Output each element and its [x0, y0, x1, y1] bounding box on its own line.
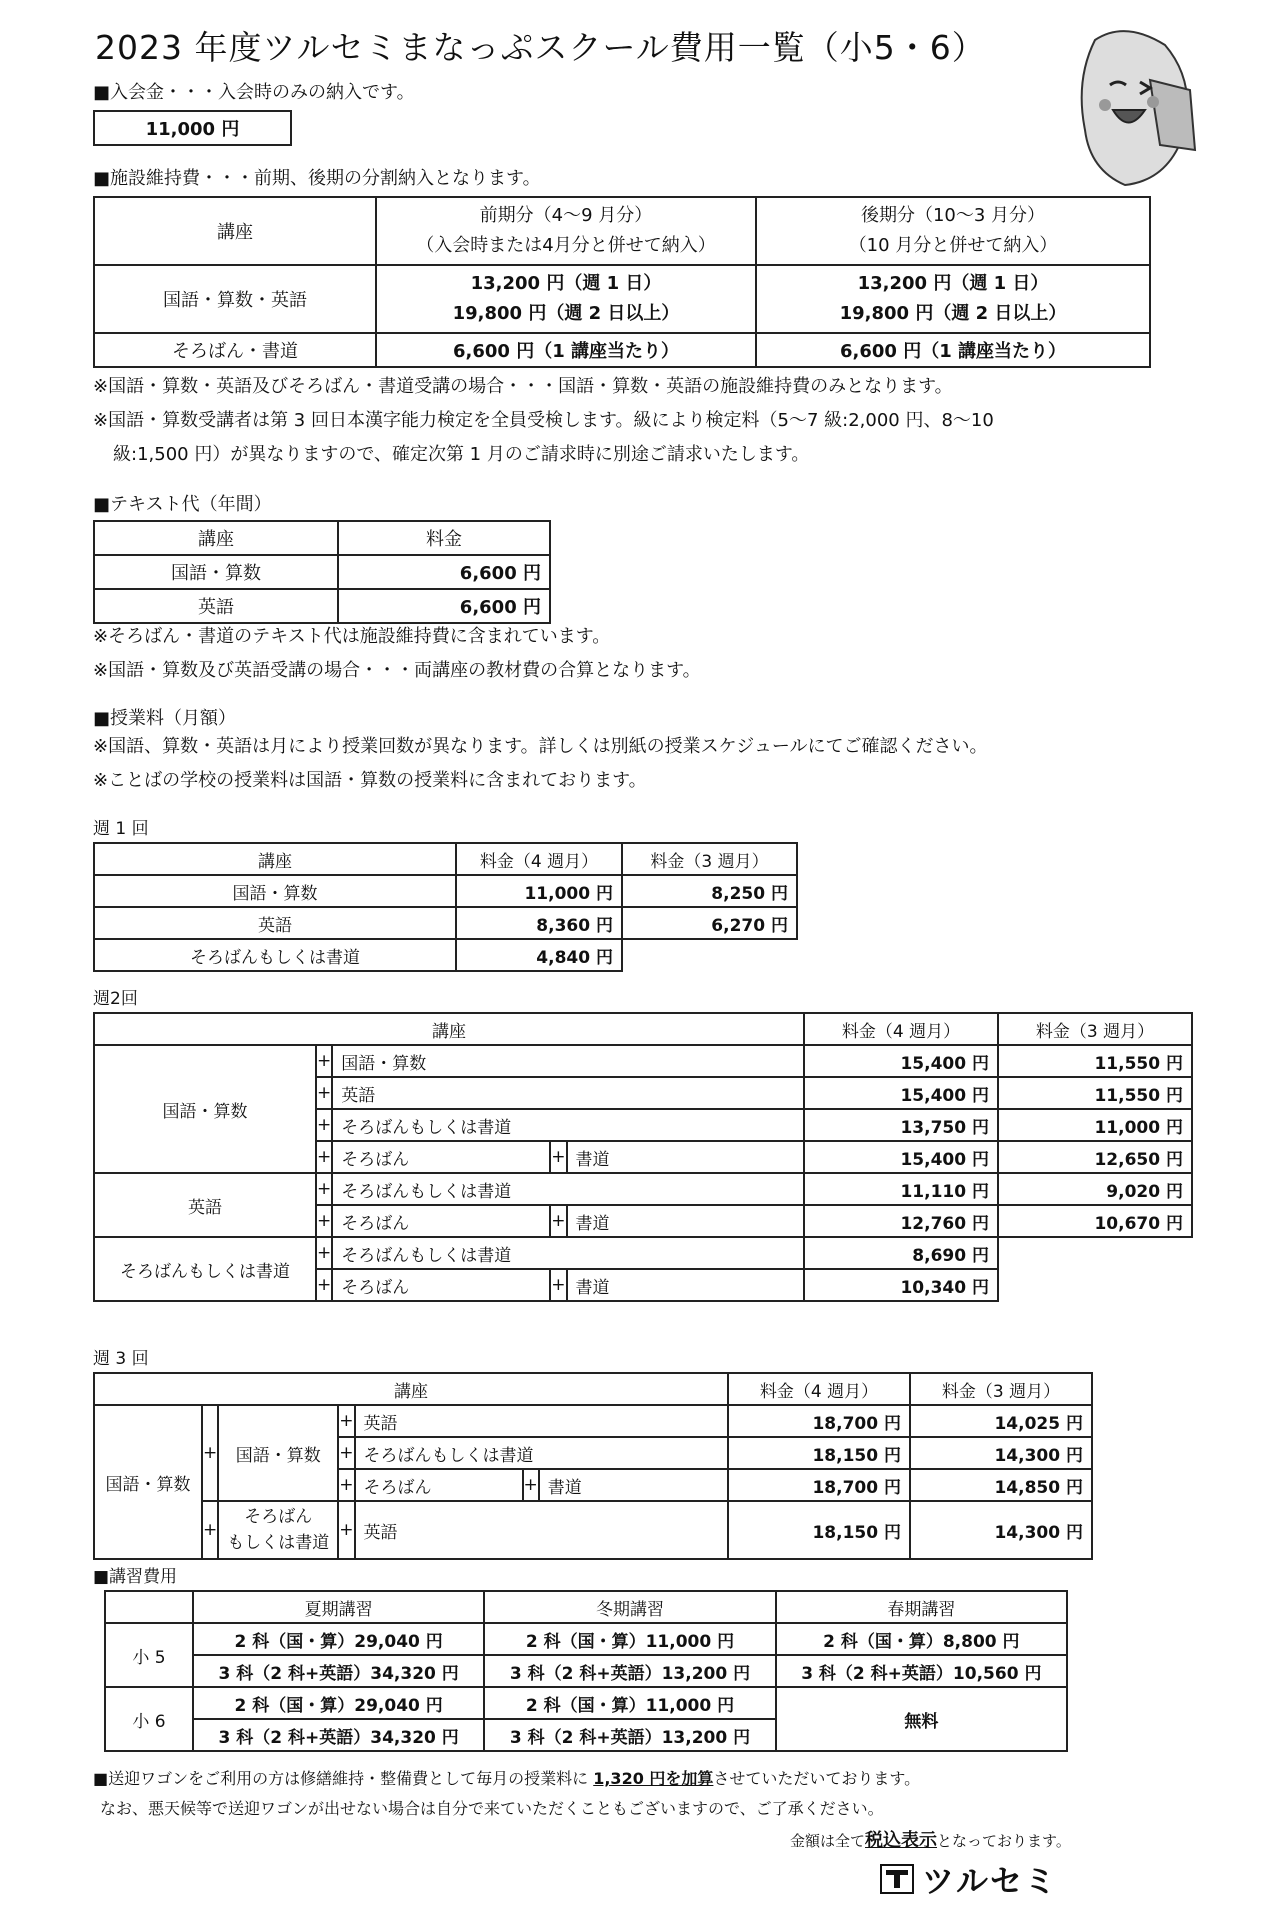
text-row-name: 国語・算数 — [94, 555, 338, 589]
seasonal-cell: 2 科（国・算）11,000 円 — [484, 1687, 775, 1719]
w2-f4: 12,760 円 — [804, 1205, 998, 1237]
w2-f4: 15,400 円 — [804, 1045, 998, 1077]
seasonal-grade5: 小 5 — [105, 1623, 193, 1687]
facility-row2-second: 6,600 円（1 講座当たり） — [756, 333, 1150, 367]
facility-h-second: 後期分（10～3 月分） （10 月分と併せて納入） — [756, 197, 1150, 265]
text-row-fee: 6,600 円 — [338, 555, 550, 589]
tuition-note2: ※ことばの学校の授業料は国語・算数の授業料に含まれております。 — [93, 770, 647, 791]
w3-f3: 14,300 円 — [910, 1437, 1092, 1469]
text-h-course: 講座 — [94, 521, 338, 555]
w2-f3: 9,020 円 — [998, 1173, 1192, 1205]
w1-row-f4: 4,840 円 — [456, 939, 622, 971]
facility-table — [93, 196, 1151, 368]
plus-sign: + — [316, 1173, 332, 1205]
mascot-illustration — [1055, 20, 1205, 190]
seasonal-h-summer: 夏期講習 — [193, 1591, 484, 1623]
plus-sign: + — [550, 1141, 566, 1173]
facility-note1: ※国語・算数・英語及びそろばん・書道受講の場合・・・国語・算数・英語の施設維持費のみとなります。 — [93, 376, 953, 397]
w2-f3: 11,550 円 — [998, 1077, 1192, 1109]
facility-row2-first: 6,600 円（1 講座当たり） — [376, 333, 756, 367]
w1-row-name: そろばんもしくは書道 — [94, 939, 456, 971]
seasonal-cell: 3 科（2 科+英語）13,200 円 — [484, 1655, 775, 1687]
w3-f3: 14,300 円 — [910, 1501, 1092, 1559]
w2-sub: そろばん — [332, 1205, 550, 1237]
w2-sub: そろばんもしくは書道 — [332, 1173, 804, 1205]
seasonal-cell: 3 科（2 科+英語）10,560 円 — [776, 1655, 1067, 1687]
plus-sign: + — [338, 1405, 354, 1437]
seasonal-cell: 2 科（国・算）29,040 円 — [193, 1623, 484, 1655]
entry-heading: ■入会金・・・入会時のみの納入です。 — [93, 82, 415, 103]
w2-h4: 料金（4 週月） — [804, 1013, 998, 1045]
w1-row-f4: 8,360 円 — [456, 907, 622, 939]
w3-sub-kokusan: 国語・算数 — [218, 1405, 338, 1501]
w2-sub: 書道 — [567, 1141, 805, 1173]
w2-group-eigo: 英語 — [94, 1173, 316, 1237]
w3-item: そろばん — [355, 1469, 523, 1501]
w2-sub: そろばんもしくは書道 — [332, 1237, 804, 1269]
w1-row-f3: 6,270 円 — [622, 907, 797, 939]
facility-note3: 級:1,500 円）が異なりますので、確定次第 1 月のご請求時に別途ご請求いたします。 — [113, 444, 810, 465]
text-h-fee: 料金 — [338, 521, 550, 555]
w2-group-soro-sho: そろばんもしくは書道 — [94, 1237, 316, 1301]
w1-h4: 料金（4 週月） — [456, 843, 622, 875]
plus-sign: + — [316, 1237, 332, 1269]
facility-row2-name: そろばん・書道 — [94, 333, 376, 367]
w2-h-course: 講座 — [94, 1013, 804, 1045]
w3-item: 英語 — [355, 1405, 729, 1437]
w2-f3: 11,550 円 — [998, 1045, 1192, 1077]
w2-h3: 料金（3 週月） — [998, 1013, 1192, 1045]
plus-sign: + — [523, 1469, 539, 1501]
w2-f4: 13,750 円 — [804, 1109, 998, 1141]
w1-empty-cell — [622, 939, 797, 971]
w2-group-kokusan: 国語・算数 — [94, 1045, 316, 1173]
text-table — [93, 520, 551, 624]
w2-sub: 書道 — [567, 1205, 805, 1237]
page-title: 2023 年度ツルセミまなっぷスクール費用一覧（小5・6） — [95, 28, 986, 67]
seasonal-grade6: 小 6 — [105, 1687, 193, 1751]
w3-f3: 14,850 円 — [910, 1469, 1092, 1501]
w2-f4: 15,400 円 — [804, 1077, 998, 1109]
w2-sub: そろばん — [332, 1141, 550, 1173]
text-row-name: 英語 — [94, 589, 338, 623]
facility-h-course: 講座 — [94, 197, 376, 265]
w2-sub: そろばんもしくは書道 — [332, 1109, 804, 1141]
plus-sign: + — [550, 1205, 566, 1237]
w2-table — [93, 1012, 1193, 1302]
seasonal-cell: 2 科（国・算）11,000 円 — [484, 1623, 775, 1655]
text-row-fee: 6,600 円 — [338, 589, 550, 623]
seasonal-h-winter: 冬期講習 — [484, 1591, 775, 1623]
w2-sub: 書道 — [567, 1269, 805, 1301]
w3-h3: 料金（3 週月） — [910, 1373, 1092, 1405]
w1-h3: 料金（3 週月） — [622, 843, 797, 875]
seasonal-cell: 2 科（国・算）29,040 円 — [193, 1687, 484, 1719]
w3-sub-soro-sho: そろばん もしくは書道 — [218, 1501, 338, 1559]
w3-f4: 18,150 円 — [728, 1437, 910, 1469]
w3-f3: 14,025 円 — [910, 1405, 1092, 1437]
w3-table — [93, 1372, 1093, 1560]
seasonal-cell: 3 科（2 科+英語）34,320 円 — [193, 1655, 484, 1687]
w3-group-kokusan: 国語・算数 — [94, 1405, 202, 1559]
w3-item: 書道 — [539, 1469, 728, 1501]
entry-fee-box: 11,000 円 — [93, 110, 292, 146]
text-note2: ※国語・算数及び英語受講の場合・・・両講座の教材費の合算となります。 — [93, 660, 701, 681]
w2-f4: 10,340 円 — [804, 1269, 998, 1301]
facility-row1-first: 13,200 円（週 1 日） 19,800 円（週 2 日以上） — [376, 265, 756, 333]
w1-table — [93, 842, 798, 972]
facility-h-first: 前期分（4～9 月分） （入会時または4月分と併せて納入） — [376, 197, 756, 265]
seasonal-corner-cell — [105, 1591, 193, 1623]
w2-f4: 8,690 円 — [804, 1237, 998, 1269]
w3-item: そろばんもしくは書道 — [355, 1437, 729, 1469]
seasonal-h-spring: 春期講習 — [776, 1591, 1067, 1623]
plus-sign: + — [316, 1109, 332, 1141]
w2-f4: 15,400 円 — [804, 1141, 998, 1173]
w3-h-course: 講座 — [94, 1373, 728, 1405]
plus-sign: + — [338, 1469, 354, 1501]
w1-row-f4: 11,000 円 — [456, 875, 622, 907]
text-heading: ■テキスト代（年間） — [93, 494, 272, 515]
tuition-note1: ※国語、算数・英語は月により授業回数が異なります。詳しくは別紙の授業スケジュールにてご確認ください。 — [93, 736, 988, 757]
seasonal-spring-free: 無料 — [776, 1687, 1067, 1751]
w1-row-name: 国語・算数 — [94, 875, 456, 907]
tax-note: 金額は全て税込表示となっております。 — [790, 1830, 1071, 1851]
facility-row1-name: 国語・算数・英語 — [94, 265, 376, 333]
w2-sub: 英語 — [332, 1077, 804, 1109]
w1-row-f3: 8,250 円 — [622, 875, 797, 907]
w2-label: 週2回 — [93, 989, 138, 1009]
plus-sign: + — [338, 1437, 354, 1469]
w3-label: 週 3 回 — [93, 1349, 149, 1369]
plus-sign: + — [316, 1077, 332, 1109]
plus-sign: + — [202, 1501, 218, 1559]
logo-mark-icon — [880, 1864, 914, 1894]
seasonal-cell: 2 科（国・算）8,800 円 — [776, 1623, 1067, 1655]
facility-row1-second: 13,200 円（週 1 日） 19,800 円（週 2 日以上） — [756, 265, 1150, 333]
w2-f4: 11,110 円 — [804, 1173, 998, 1205]
plus-sign: + — [316, 1205, 332, 1237]
w2-sub: 国語・算数 — [332, 1045, 804, 1077]
tuition-heading: ■授業料（月額） — [93, 708, 237, 729]
w2-sub: そろばん — [332, 1269, 550, 1301]
wagon-note1: ■送迎ワゴンをご利用の方は修繕維持・整備費として毎月の授業料に 1,320 円を加算させていただいております。 — [93, 1769, 921, 1788]
plus-sign: + — [316, 1141, 332, 1173]
w3-f4: 18,700 円 — [728, 1469, 910, 1501]
plus-sign: + — [202, 1405, 218, 1501]
w2-f3: 12,650 円 — [998, 1141, 1192, 1173]
w1-label: 週 1 回 — [93, 819, 149, 839]
plus-sign: + — [550, 1269, 566, 1301]
w3-f4: 18,150 円 — [728, 1501, 910, 1559]
plus-sign: + — [316, 1269, 332, 1301]
text-note1: ※そろばん・書道のテキスト代は施設維持費に含まれています。 — [93, 626, 611, 647]
w2-empty-cell — [998, 1237, 1192, 1301]
w3-item: 英語 — [355, 1501, 729, 1559]
w2-f3: 11,000 円 — [998, 1109, 1192, 1141]
company-logo — [880, 1861, 1090, 1900]
logo-text: ツルセミ — [922, 1861, 1059, 1900]
w2-f3: 10,670 円 — [998, 1205, 1192, 1237]
w1-h-course: 講座 — [94, 843, 456, 875]
plus-sign: + — [316, 1045, 332, 1077]
w3-f4: 18,700 円 — [728, 1405, 910, 1437]
w3-h4: 料金（4 週月） — [728, 1373, 910, 1405]
facility-heading: ■施設維持費・・・前期、後期の分割納入となります。 — [93, 168, 541, 189]
wagon-note2: なお、悪天候等で送迎ワゴンが出せない場合は自分で来ていただくこともございますので、ご了承ください。 — [100, 1799, 884, 1818]
seasonal-cell: 3 科（2 科+英語）13,200 円 — [484, 1719, 775, 1751]
seasonal-table — [104, 1590, 1068, 1752]
plus-sign: + — [338, 1501, 354, 1559]
w1-row-name: 英語 — [94, 907, 456, 939]
seasonal-cell: 3 科（2 科+英語）34,320 円 — [193, 1719, 484, 1751]
seasonal-heading: ■講習費用 — [93, 1567, 178, 1587]
facility-note2: ※国語・算数受講者は第 3 回日本漢字能力検定を全員受検します。級により検定料（5～7 級:2,000 円、8～10 — [93, 410, 994, 431]
